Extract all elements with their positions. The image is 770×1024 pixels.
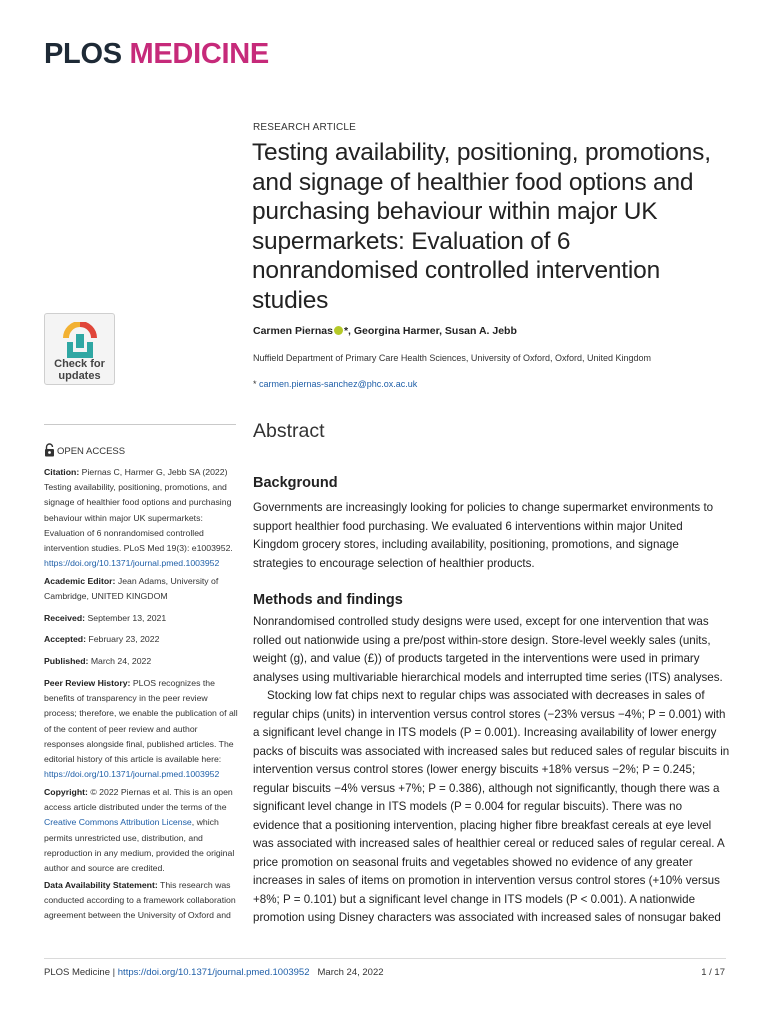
check-for-updates-badge[interactable] xyxy=(44,313,115,385)
open-access-label xyxy=(44,443,125,457)
license-link[interactable]: Creative Commons Attribution License xyxy=(44,817,192,828)
journal-logo-part2: MEDICINE xyxy=(129,38,269,70)
copyright-text: © 2022 Piernas et al. This is an open access article distributed under the terms of the xyxy=(44,787,233,813)
received-label: Received: xyxy=(44,613,86,623)
academic-editor-block xyxy=(44,574,238,604)
peer-review-text: PLOS recognizes the benefits of transparency in the peer review process; therefore, we enable the publication of all of the content of peer review and author responses alongside final, published articles. The editorial history of this article is available here: xyxy=(44,678,238,765)
badge-line2: updates xyxy=(58,370,101,382)
page-footer xyxy=(44,967,384,978)
methods-heading: Methods and findings xyxy=(253,592,403,608)
footer-date: March 24, 2022 xyxy=(317,967,384,978)
badge-line1: Check for xyxy=(54,358,105,370)
methods-paragraph-2: Stocking low fat chips next to regular chips was associated with decreases in sales of regular chips (units) in intervention versus control stores (−23% versus −4%; P = 0.001) with a significant level change in ITS models (P = 0.001). Increasing availability of lower energy packs of biscuits was associated with increased sales but reduced sales of regular biscuits in intervention versus control stores (lower energy biscuits +18% versus −2%; P = 0.245; regular biscuits −4% versus +7%; P = 0.386), although not significantly, though there was a significant level change in ITS models (P = 0.004 for regular biscuits). There was no evidence that a positioning intervention, placing higher fibre breakfast cereals at eye level was associated with increased sales of healthier cereal or reduced sales of regular cereal. A price promotion on seasonal fruits and vegetables showed no evidence of any greater increases in sales of items on promotion in intervention versus control stores (+10% versus +8%; P = 0.101) but a significant level change in ITS models (P < 0.001). A nationwide promotion using Disney characters was associated with increased sales of nonsugar baked xyxy=(253,689,730,924)
data-availability-block xyxy=(44,878,238,924)
article-title: Testing availability, positioning, promotions, and signage of healthier food options and purchasing behaviour within major UK supermarkets: Evaluation of 6 nonrandomised controlled intervention studies xyxy=(252,139,711,314)
journal-logo[interactable] xyxy=(44,38,269,71)
received-block xyxy=(44,611,238,626)
footer-divider xyxy=(44,958,726,959)
accepted-text: February 23, 2022 xyxy=(86,634,160,644)
published-text: March 24, 2022 xyxy=(88,656,152,666)
author-list xyxy=(253,325,517,337)
sidebar-divider xyxy=(44,424,236,425)
published-label: Published: xyxy=(44,656,89,666)
copyright-block xyxy=(44,785,238,876)
orcid-icon[interactable] xyxy=(334,326,343,335)
page-number: 1 / 17 xyxy=(701,967,725,978)
citation-text: Piernas C, Harmer G, Jebb SA (2022) Testing availability, positioning, promotions, and signage of healthier food options and purchasing behaviour within major UK supermarkets: Evaluation of 6 nonrandomised controlled intervention studies. PLoS Med 19(3): e1003952. xyxy=(44,467,233,554)
author-first[interactable]: Carmen Piernas xyxy=(253,325,333,337)
data-availability-label: Data Availability Statement: xyxy=(44,880,158,890)
email-link[interactable]: carmen.piernas-sanchez@phc.ox.ac.uk xyxy=(259,379,418,389)
citation-label: Citation: xyxy=(44,467,80,477)
journal-logo-part1: PLOS xyxy=(44,38,122,70)
accepted-label: Accepted: xyxy=(44,634,86,644)
footer-journal: PLOS Medicine | xyxy=(44,967,118,978)
methods-paragraph-1: Nonrandomised controlled study designs were used, except for one intervention that was rolled out nationwide using a pre/post within-store design. Store-level weekly sales (units, weight (g), and value (£)) of products targeted in the interventions were used in primary analyses using multivariable hierarchical models and interrupted time series (ITS) analyses. xyxy=(253,615,723,684)
copyright-label: Copyright: xyxy=(44,787,88,797)
editor-text: Jean Adams, University of Cambridge, UNITED KINGDOM xyxy=(44,576,219,602)
peer-review-block xyxy=(44,676,238,782)
peer-review-link[interactable]: https://doi.org/10.1371/journal.pmed.1003952 xyxy=(44,769,220,780)
affiliation: Nuffield Department of Primary Care Health Sciences, University of Oxford, Oxford, United Kingdom xyxy=(253,353,651,363)
footer-doi-link[interactable]: https://doi.org/10.1371/journal.pmed.1003952 xyxy=(117,967,310,978)
peer-review-label: Peer Review History: xyxy=(44,678,131,688)
open-lock-icon xyxy=(44,443,55,457)
accepted-block xyxy=(44,632,238,647)
background-heading: Background xyxy=(253,475,338,491)
citation-doi-link[interactable]: https://doi.org/10.1371/journal.pmed.1003952 xyxy=(44,558,220,569)
data-availability-text: This research was conducted according to a framework collaboration agreement between the University of Oxford and xyxy=(44,880,236,921)
corresponding-email xyxy=(253,379,417,389)
published-block xyxy=(44,654,238,669)
received-text: September 13, 2021 xyxy=(85,613,167,623)
abstract-heading: Abstract xyxy=(253,420,325,442)
background-paragraph: Governments are increasingly looking for policies to change supermarket environments to support healthier food purchasing. We evaluated 6 interventions within major United Kingdom grocery stores, including availability, positioning, promotions, and signage strategies to encourage selection of healthier products. xyxy=(253,501,714,570)
open-access-text: OPEN ACCESS xyxy=(57,446,126,457)
author-rest: *, Georgina Harmer, Susan A. Jebb xyxy=(343,325,517,337)
check-for-updates-icon xyxy=(63,322,97,358)
email-prefix: * xyxy=(253,379,260,389)
article-type: RESEARCH ARTICLE xyxy=(253,122,357,133)
badge-label xyxy=(45,358,114,382)
citation-block xyxy=(44,465,238,571)
editor-label: Academic Editor: xyxy=(44,576,116,586)
copyright-text-2: , which permits unrestricted use, distribution, and reproduction in any medium, provided the original author and source are credited. xyxy=(44,817,235,874)
